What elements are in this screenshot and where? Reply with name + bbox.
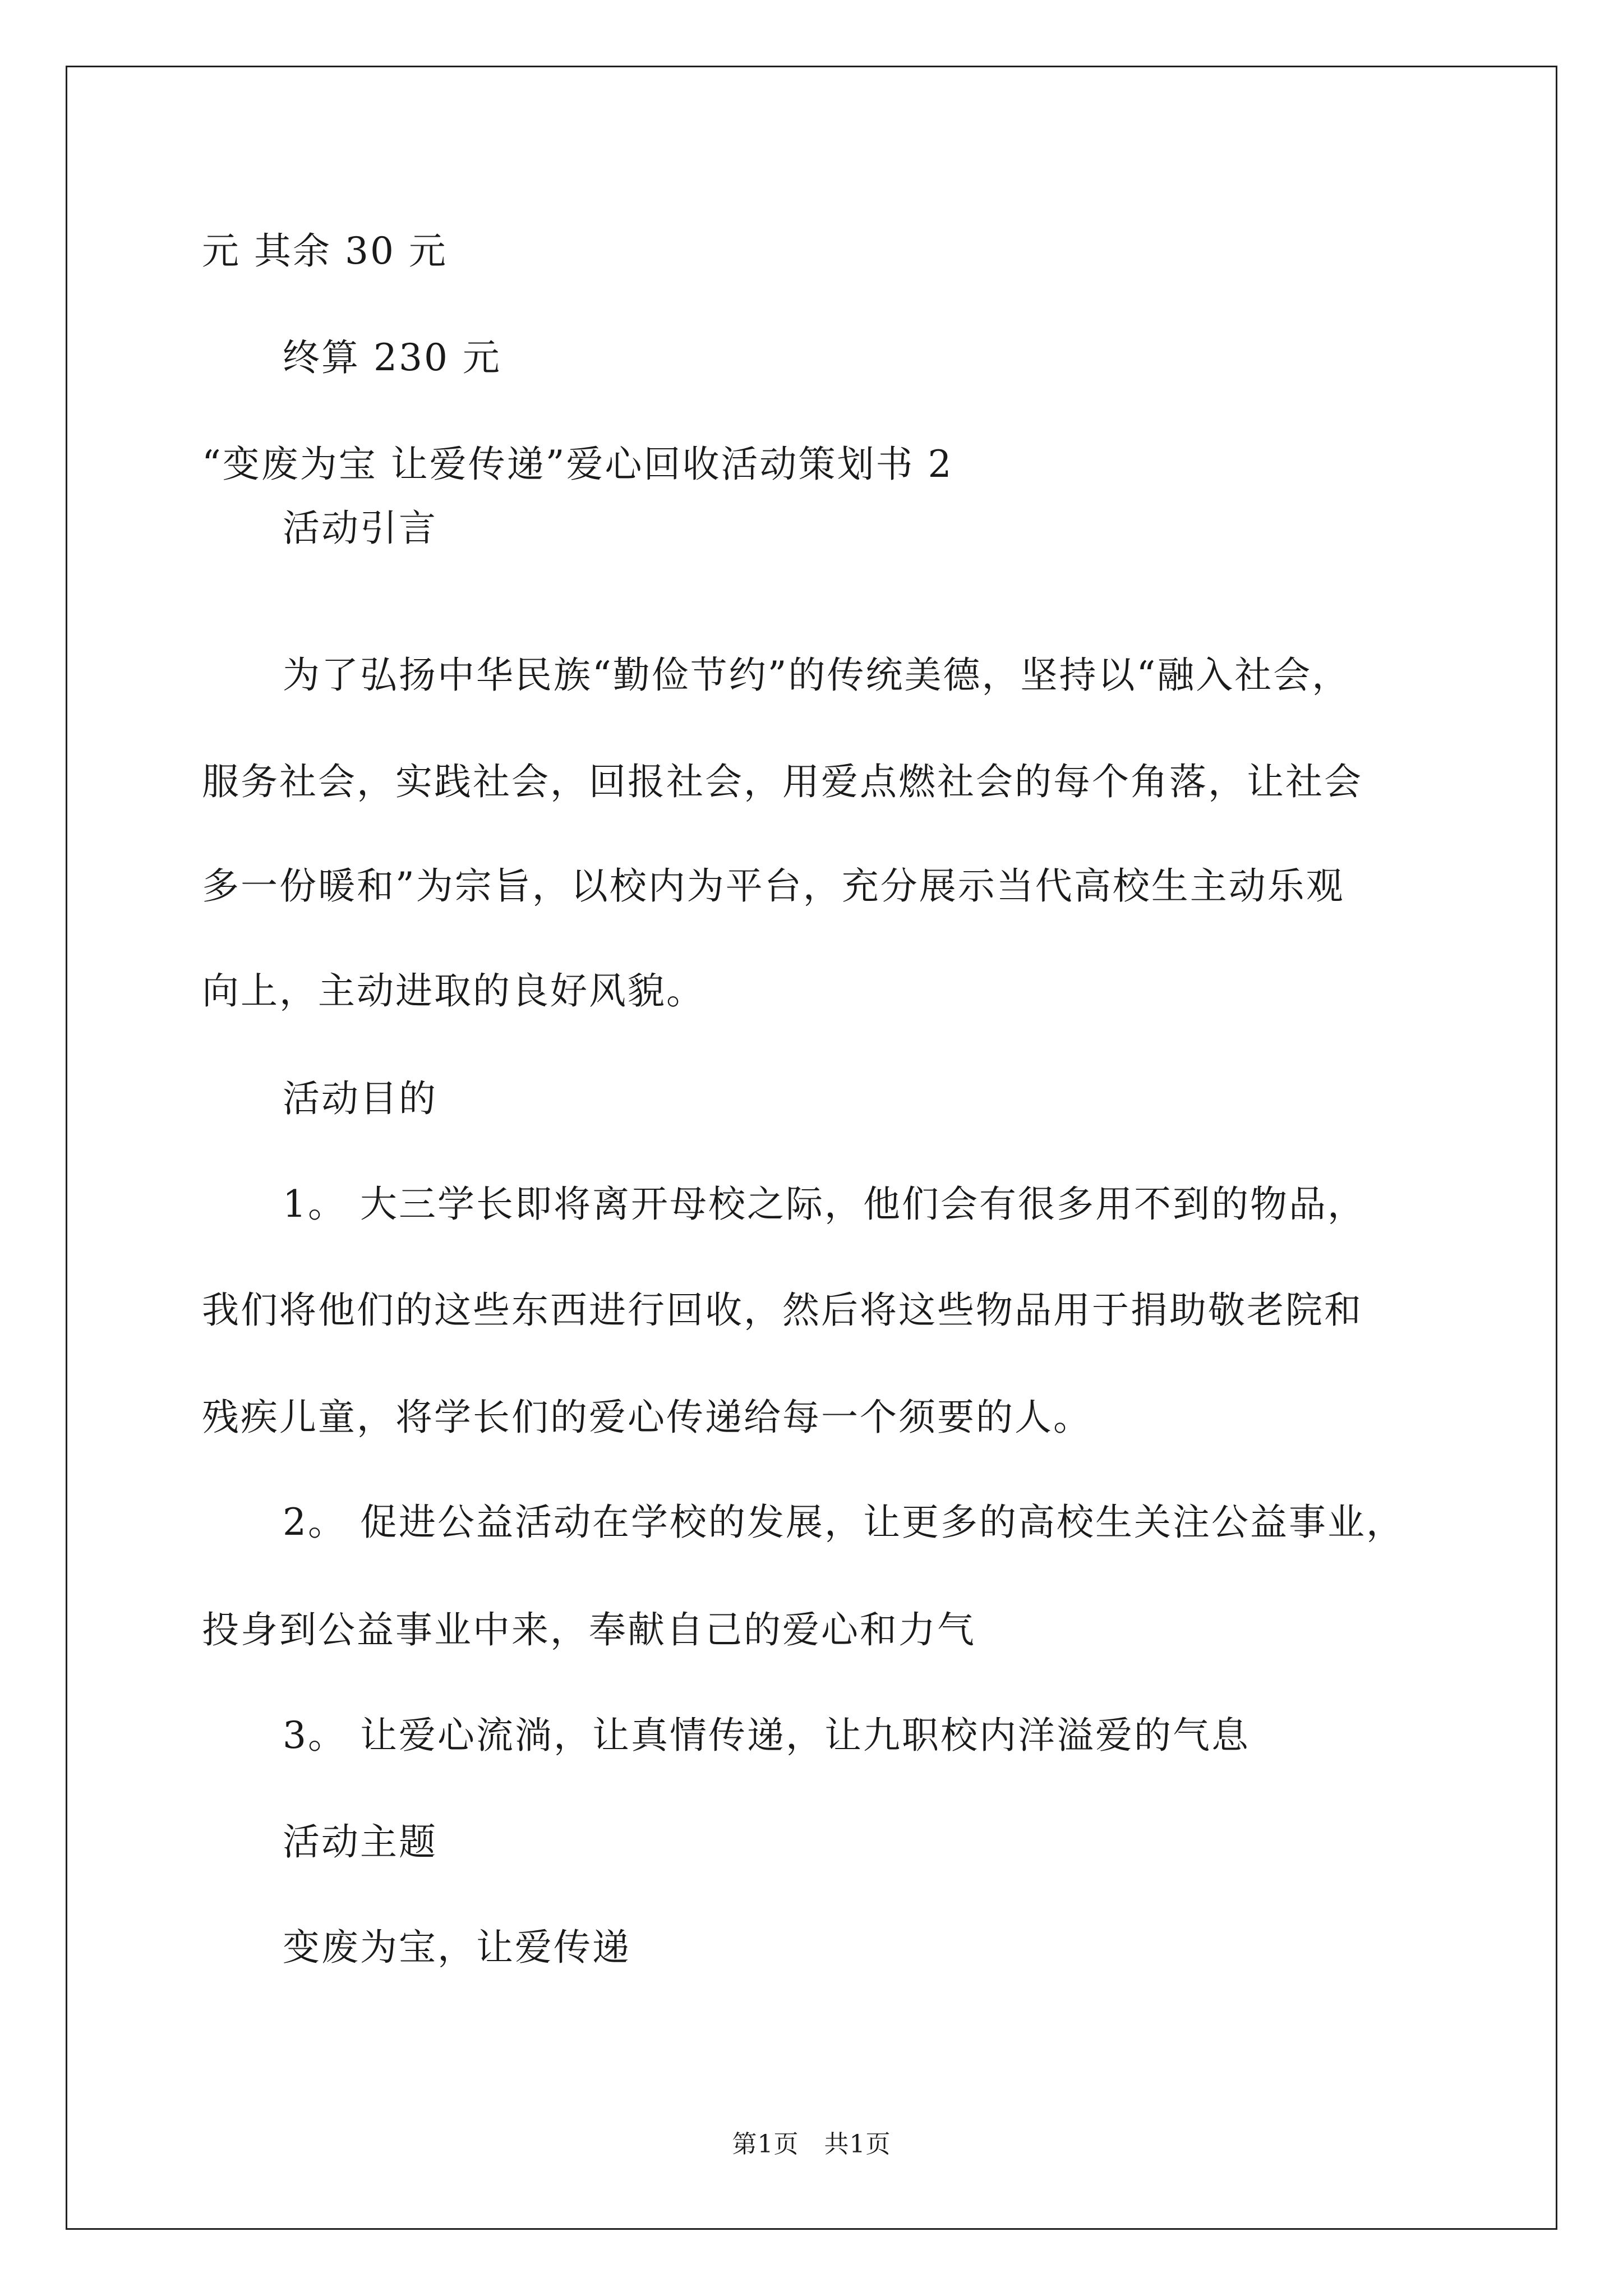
paragraph-line: 为了弘扬中华民族“勤俭节约”的传统美德，坚持以“融入社会， xyxy=(283,654,1351,697)
paragraph-line: 服务社会，实践社会，回报社会，用爱点燃社会的每个角落，让社会 xyxy=(202,760,1363,803)
section-heading: 活动主题 xyxy=(283,1820,437,1864)
paragraph-line: 多一份暖和”为宗旨，以校内为平台，充分展示当代高校生主动乐观 xyxy=(202,864,1345,908)
paragraph-line: 1。 大三学长即将离开母校之际，他们会有很多用不到的物品， xyxy=(283,1182,1366,1226)
text-line: 终算 230 元 xyxy=(283,336,501,379)
paragraph-line: 2。 促进公益活动在学校的发展，让更多的高校生关注公益事业， xyxy=(283,1501,1405,1544)
page-border xyxy=(66,66,1557,2230)
paragraph-line: 投身到公益事业中来，奉献自己的爱心和力气 xyxy=(202,1608,976,1651)
section-heading: 活动目的 xyxy=(283,1077,437,1120)
section-heading: “变废为宝 让爱传递”爱心回收活动策划书 2 xyxy=(202,443,953,486)
section-heading: 活动引言 xyxy=(283,507,437,550)
paragraph-line: 残疾儿童，将学长们的爱心传递给每一个须要的人。 xyxy=(202,1396,1092,1439)
paragraph-line: 3。 让爱心流淌，让真情传递，让九职校内洋溢爱的气息 xyxy=(283,1714,1250,1757)
paragraph-line: 变废为宝，让爱传递 xyxy=(283,1926,631,1969)
paragraph-line: 我们将他们的这些东西进行回收，然后将这些物品用于捐助敬老院和 xyxy=(202,1289,1363,1332)
text-line: 元 其余 30 元 xyxy=(202,229,448,273)
paragraph-line: 向上，主动进取的良好风貌。 xyxy=(202,969,705,1013)
page-number-footer: 第1页 共1页 xyxy=(732,2130,891,2159)
